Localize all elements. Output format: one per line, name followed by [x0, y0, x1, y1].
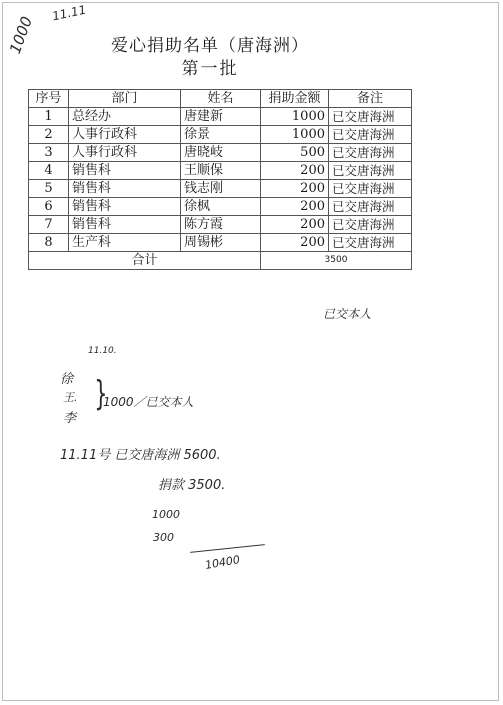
handwritten-line-1111: 11.11号 已交唐海洲 5600.	[60, 448, 221, 463]
total-row	[29, 252, 412, 270]
table-row	[29, 108, 412, 126]
table-header-row	[29, 90, 412, 108]
header-no: 序号	[29, 90, 69, 108]
row-amount: 1000	[261, 108, 329, 126]
row-amount: 500	[261, 144, 329, 162]
row-dept: 人事行政科	[69, 126, 181, 144]
row-no: 1	[29, 108, 69, 126]
handwritten-name-2: 王.	[63, 391, 78, 404]
table-row	[29, 144, 412, 162]
handwritten-brace: }	[94, 374, 108, 414]
handwritten-sum: 10400	[204, 553, 241, 572]
row-dept: 人事行政科	[69, 144, 181, 162]
row-name: 钱志刚	[181, 180, 261, 198]
row-dept: 生产科	[69, 234, 181, 252]
table-row	[29, 162, 412, 180]
row-note: 已交唐海洲	[329, 126, 412, 144]
row-amount: 200	[261, 162, 329, 180]
handwritten-name-1: 徐	[60, 372, 74, 387]
row-no: 3	[29, 144, 69, 162]
handwritten-line-b: 捐款 3500.	[158, 478, 226, 493]
row-name: 徐景	[181, 126, 261, 144]
row-no: 8	[29, 234, 69, 252]
handwritten-margin-note: 1000	[6, 14, 36, 57]
row-no: 4	[29, 162, 69, 180]
table-row	[29, 234, 412, 252]
row-name: 唐晓岐	[181, 144, 261, 162]
donation-table	[28, 89, 412, 270]
row-amount: 200	[261, 198, 329, 216]
handwritten-date-1110: 11.10.	[88, 346, 117, 356]
total-value: 3500	[261, 252, 412, 270]
header-name: 姓名	[181, 90, 261, 108]
row-note: 已交唐海洲	[329, 180, 412, 198]
row-name: 周锡彬	[181, 234, 261, 252]
table-row	[29, 180, 412, 198]
table-row	[29, 216, 412, 234]
row-amount: 1000	[261, 126, 329, 144]
row-dept: 总经办	[69, 108, 181, 126]
handwritten-line-c: 1000	[152, 508, 180, 521]
handwritten-name-3: 李	[63, 411, 77, 426]
row-note: 已交唐海洲	[329, 162, 412, 180]
document-subtitle: 第一批	[181, 59, 239, 79]
handwritten-corner-date: 11.11	[50, 2, 88, 24]
row-note: 已交唐海洲	[329, 234, 412, 252]
row-no: 7	[29, 216, 69, 234]
header-amount: 捐助金额	[261, 90, 329, 108]
row-amount: 200	[261, 180, 329, 198]
row-dept: 销售科	[69, 162, 181, 180]
header-note: 备注	[329, 90, 412, 108]
row-note: 已交唐海洲	[329, 108, 412, 126]
row-amount: 200	[261, 234, 329, 252]
row-note: 已交唐海洲	[329, 144, 412, 162]
row-name: 唐建新	[181, 108, 261, 126]
row-name: 陈方霞	[181, 216, 261, 234]
row-dept: 销售科	[69, 198, 181, 216]
row-dept: 销售科	[69, 216, 181, 234]
handwritten-brace-note: 1000／已交本人	[103, 395, 194, 409]
row-note: 已交唐海洲	[329, 198, 412, 216]
row-note: 已交唐海洲	[329, 216, 412, 234]
handwritten-table-sign: 已交本人	[323, 307, 372, 321]
total-label: 合计	[29, 252, 261, 270]
table-row	[29, 198, 412, 216]
table-row	[29, 126, 412, 144]
document-title: 爱心捐助名单（唐海洲）	[111, 36, 309, 56]
row-dept: 销售科	[69, 180, 181, 198]
row-no: 6	[29, 198, 69, 216]
row-amount: 200	[261, 216, 329, 234]
header-dept: 部门	[69, 90, 181, 108]
row-no: 2	[29, 126, 69, 144]
row-no: 5	[29, 180, 69, 198]
row-name: 王顺保	[181, 162, 261, 180]
handwritten-line-d: 300	[153, 531, 174, 544]
row-name: 徐枫	[181, 198, 261, 216]
